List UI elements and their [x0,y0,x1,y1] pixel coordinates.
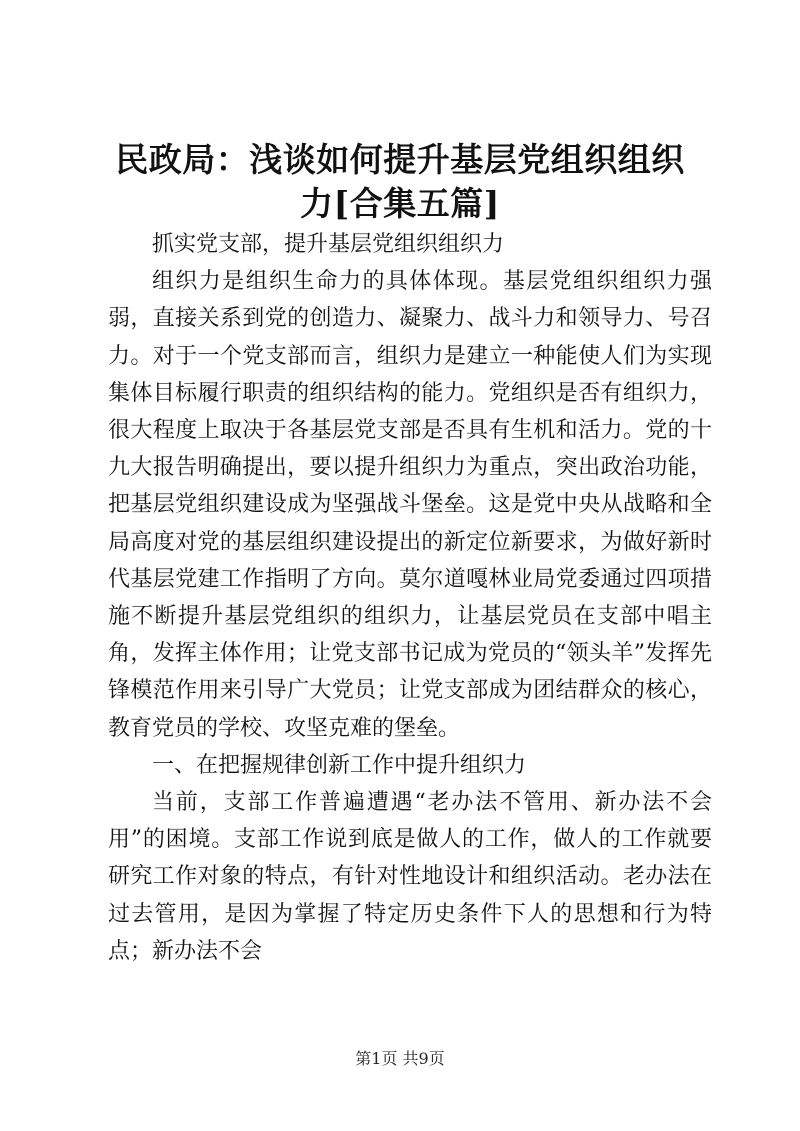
body-paragraph: 组织力是组织生命力的具体体现。基层党组织组织力强弱，直接关系到党的创造力、凝聚力、战斗力和领导力、号召力。对于一个党支部而言，组织力是建立一种能使人们为实现集体目标履行职责的组织结构的能力。党组织是否有组织力，很大程度上取决于各基层党支部是否具有生机和活力。党的十九大报告明确提出，要以提升组织力为重点，突出政治功能，把基层党组织建设成为坚强战斗堡垒。这是党中央从战略和全局高度对党的基层组织建设提出的新定位新要求，为做好新时代基层党建工作指明了方向。莫尔道嘎林业局党委通过四项措施不断提升基层党组织的组织力，让基层党员在支部中唱主角，发挥主体作用；让党支部书记成为党员的“领头羊”发挥先锋模范作用来引导广大党员；让党支部成为团结群众的核心，教育党员的学校、攻坚克难的堡垒。 [108,269,712,741]
document-body [108,226,712,970]
body-paragraph: 当前，支部工作普遍遭遇“老办法不管用、新办法不会用”的困境。支部工作说到底是做人的工作，做人的工作就要研究工作对象的特点，有针对性地设计和组织活动。老办法在过去管用，是因为掌握了特定历史条件下人的思想和行为特点；新办法不会 [108,790,712,964]
page-number-footer: 第1页 共9页 [355,1049,445,1068]
section-heading: 抓实党支部，提升基层党组织组织力 [152,232,505,257]
document-title: 民政局：浅谈如何提升基层党组织组织力[合集五篇] [115,140,685,223]
section-heading: 一、在把握规律创新工作中提升组织力 [152,752,527,778]
